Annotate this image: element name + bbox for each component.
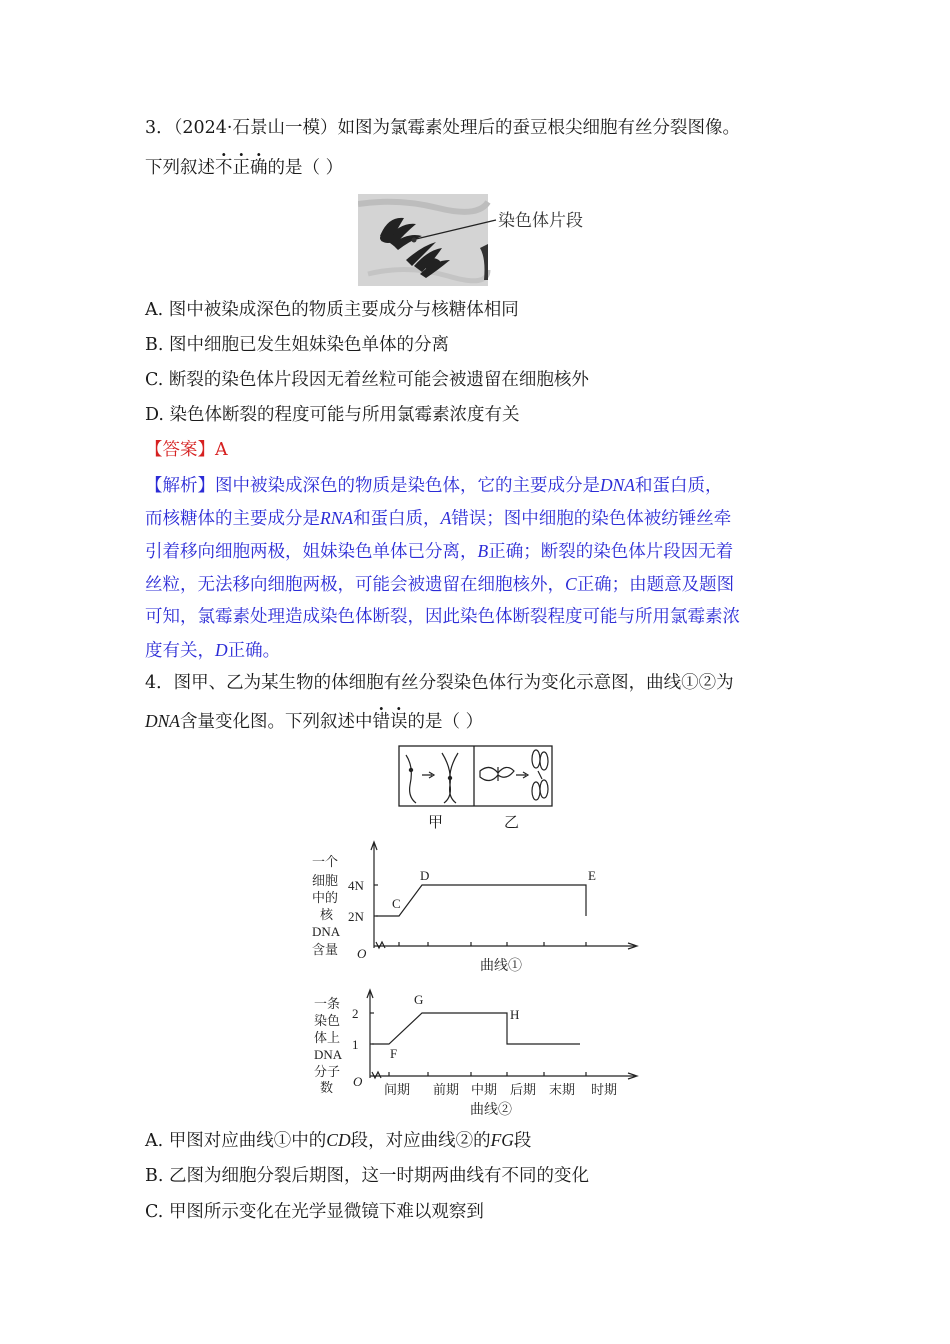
q4-stem-text: 的是（ ） bbox=[407, 712, 484, 732]
q3-analysis-line6 bbox=[145, 638, 280, 663]
option-text: 段 bbox=[513, 1131, 532, 1151]
point-d: D bbox=[420, 868, 430, 883]
axis-break bbox=[376, 942, 385, 948]
analysis-text: 和蛋白质， bbox=[635, 476, 723, 496]
answer-tag: 【答案】 bbox=[145, 440, 215, 460]
q4-option-c: C. 甲图所示变化在光学显微镜下难以观察到 bbox=[145, 1202, 484, 1222]
point-f: F bbox=[390, 1046, 398, 1061]
emphasis-char: 不 bbox=[215, 158, 233, 178]
tick-1: 1 bbox=[352, 1037, 359, 1052]
ylabel-line: DNA bbox=[314, 1047, 343, 1062]
analysis-var: B bbox=[477, 541, 489, 561]
emphasis-char: 错 bbox=[372, 712, 390, 732]
analysis-text: 度有关， bbox=[145, 641, 215, 661]
emphasis-char: 误 bbox=[390, 712, 408, 732]
q3-analysis-line5: 可知，氯霉素处理造成染色体断裂，因此染色体断裂程度可能与所用氯霉素浓 bbox=[145, 607, 740, 627]
q4-stem-text: 含量变化图。下列叙述中 bbox=[180, 712, 373, 732]
analysis-var: DNA bbox=[600, 475, 635, 495]
point-c: C bbox=[392, 896, 401, 911]
option-var: CD bbox=[326, 1130, 351, 1150]
q4-option-a bbox=[145, 1128, 531, 1153]
ylabel-line: 细胞 bbox=[312, 873, 339, 888]
phase-label: 末期 bbox=[549, 1082, 576, 1097]
analysis-text: 丝粒，无法移向细胞两极，可能会被遗留在细胞核外， bbox=[145, 575, 565, 595]
analysis-text: 和蛋白质， bbox=[353, 509, 441, 529]
ylabel-line: 一个 bbox=[312, 854, 339, 869]
analysis-text: 错误；图中细胞的染色体被纺锤丝牵 bbox=[451, 509, 732, 529]
ylabel-line: 分子 bbox=[314, 1064, 341, 1079]
q3-analysis-line2 bbox=[145, 506, 731, 531]
ylabel-line: 染色 bbox=[314, 1013, 341, 1028]
chromosome-fragment bbox=[412, 238, 417, 243]
analysis-tag: 【解析】 bbox=[145, 476, 215, 496]
curve1-line bbox=[376, 885, 586, 916]
axis-break bbox=[372, 1072, 381, 1078]
q3-option-b: B. 图中细胞已发生姐妹染色单体的分离 bbox=[145, 335, 449, 355]
analysis-var: C bbox=[565, 574, 577, 594]
ylabel-line: 中的 bbox=[312, 890, 339, 905]
tick-2n: 2N bbox=[348, 909, 364, 924]
q3-option-a: A. 图中被染成深色的物质主要成分与核糖体相同 bbox=[145, 300, 519, 320]
q3-micrograph-figure bbox=[358, 194, 608, 286]
q4-curve1-chart bbox=[300, 838, 650, 978]
q3-option-c: C. 断裂的染色体片段因无着丝粒可能会被遗留在细胞核外 bbox=[145, 370, 589, 390]
phase-label: 后期 bbox=[510, 1082, 537, 1097]
figure-label: 染色体片段 bbox=[498, 211, 583, 231]
q4-stem-line2 bbox=[145, 709, 483, 734]
origin-label: O bbox=[357, 946, 367, 961]
q4-option-b: B. 乙图为细胞分裂后期图，这一时期两曲线有不同的变化 bbox=[145, 1166, 589, 1186]
point-g: G bbox=[414, 992, 424, 1007]
analysis-text: 图中被染成深色的物质是染色体，它的主要成分是 bbox=[215, 476, 600, 496]
curve2-ylabel bbox=[314, 996, 343, 1095]
analysis-text: 引着移向细胞两极，姐妹染色单体已分离， bbox=[145, 542, 478, 562]
tick-4n: 4N bbox=[348, 878, 364, 893]
emphasis-char: 正 bbox=[232, 158, 250, 178]
q4-curve2-chart bbox=[300, 988, 650, 1123]
tick-2: 2 bbox=[352, 1006, 359, 1021]
analysis-text: 正确；断裂的染色体片段因无着 bbox=[488, 542, 734, 562]
phase-label: 前期 bbox=[433, 1082, 460, 1097]
yi-panel bbox=[480, 750, 548, 800]
ylabel-line: 一条 bbox=[314, 996, 341, 1011]
q3-stem-text: 下列叙述 bbox=[145, 158, 215, 178]
analysis-var: RNA bbox=[320, 508, 354, 528]
ylabel-line: 体上 bbox=[314, 1030, 341, 1045]
analysis-text: 正确；由题意及题图 bbox=[576, 575, 735, 595]
q4-jia-yi-diagram bbox=[398, 745, 554, 835]
jia-panel bbox=[406, 753, 458, 803]
q3-stem-text: 的是（ ） bbox=[267, 158, 344, 178]
ylabel-line: DNA bbox=[312, 924, 341, 939]
q4-stem-line1: 4．图甲、乙为某生物的体细胞有丝分裂染色体行为变化示意图，曲线①②为 bbox=[145, 673, 734, 693]
option-var: FG bbox=[490, 1130, 514, 1150]
ylabel-line: 数 bbox=[320, 1080, 334, 1095]
q3-analysis-line4 bbox=[145, 572, 734, 597]
yi-label: 乙 bbox=[504, 813, 520, 831]
q3-stem-line1: 3．（2024·石景山一模）如图为氯霉素处理后的蚕豆根尖细胞有丝分裂图像。 bbox=[145, 118, 740, 138]
q3-answer bbox=[145, 438, 228, 462]
curve1-caption: 曲线① bbox=[480, 959, 522, 974]
origin-label: O bbox=[353, 1074, 363, 1089]
analysis-text: 而核糖体的主要成分是 bbox=[145, 509, 320, 529]
q3-option-d: D. 染色体断裂的程度可能与所用氯霉素浓度有关 bbox=[145, 405, 520, 425]
option-text: A. 甲图对应曲线①中的 bbox=[145, 1131, 327, 1151]
q3-analysis-line1 bbox=[145, 473, 723, 498]
answer-value: A bbox=[215, 440, 228, 460]
ylabel-line: 含量 bbox=[312, 942, 339, 957]
phase-label: 时期 bbox=[591, 1082, 618, 1097]
analysis-var: A bbox=[440, 508, 452, 528]
option-text: 段，对应曲线②的 bbox=[350, 1131, 491, 1151]
phase-labels bbox=[384, 1082, 617, 1097]
jia-label: 甲 bbox=[428, 813, 444, 831]
point-e: E bbox=[588, 868, 596, 883]
phase-label: 间期 bbox=[384, 1082, 411, 1097]
analysis-var: D bbox=[215, 640, 228, 660]
curve1-ylabel bbox=[312, 854, 341, 957]
emphasis-char: 确 bbox=[250, 158, 268, 178]
curve2-line bbox=[372, 1013, 580, 1044]
phase-label: 中期 bbox=[471, 1082, 498, 1097]
curve2-caption: 曲线② bbox=[470, 1103, 512, 1118]
q3-analysis-line3 bbox=[145, 539, 733, 564]
point-h: H bbox=[510, 1007, 520, 1022]
stem-var: DNA bbox=[145, 711, 180, 731]
q3-stem-line2 bbox=[145, 156, 343, 180]
analysis-text: 正确。 bbox=[227, 641, 281, 661]
ylabel-line: 核 bbox=[320, 907, 334, 922]
